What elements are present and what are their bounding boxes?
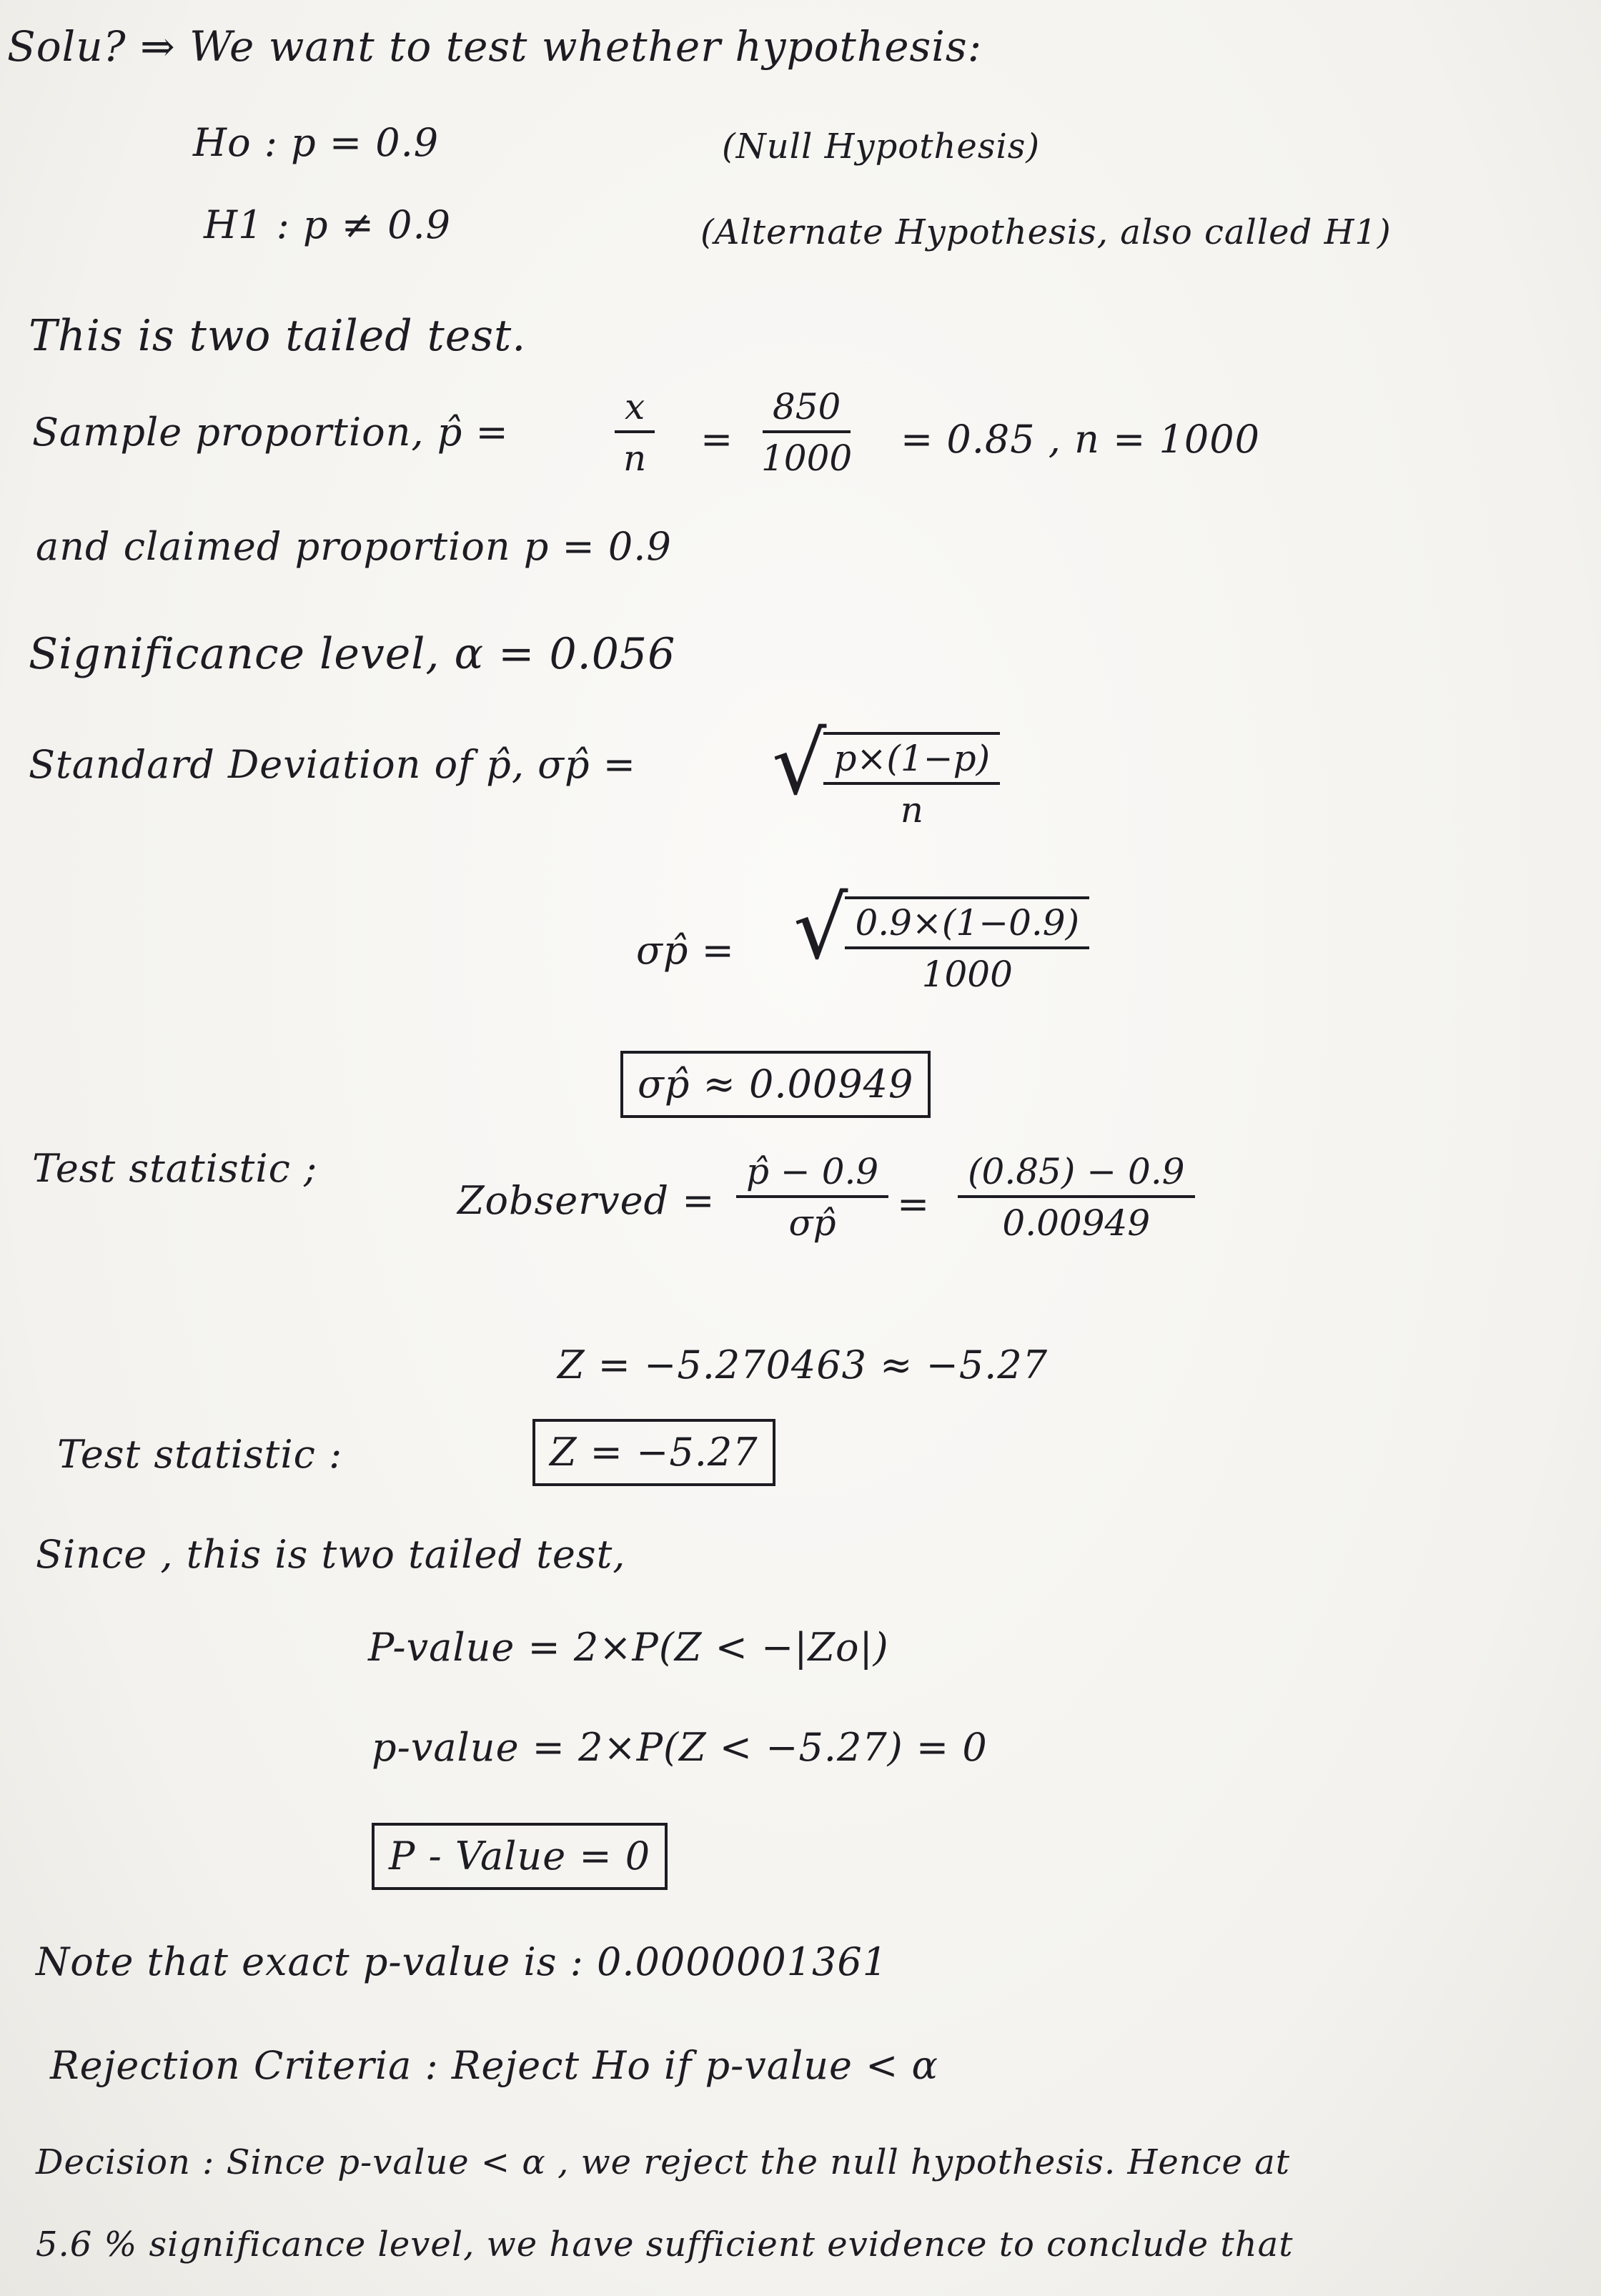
z-formula-fraction — [736, 1151, 888, 1244]
sd-formula-numerator: p×(1−p) — [823, 735, 1000, 785]
z-value-fraction — [958, 1151, 1195, 1244]
sample-proportion-label: Sample proportion, p̂ = — [32, 410, 509, 455]
z-value-numerator: (0.85) − 0.9 — [958, 1151, 1195, 1198]
z-value-line: Z = −5.270463 ≈ −5.27 — [557, 1342, 1049, 1387]
sample-fraction-symbolic — [615, 386, 655, 479]
sd-computation-numerator: 0.9×(1−0.9) — [845, 899, 1089, 949]
test-statistic-label-2: Test statistic : — [57, 1432, 343, 1477]
sd-computation-root — [793, 879, 1089, 995]
pvalue-result-box: P - Value = 0 — [372, 1823, 668, 1890]
sample-fraction-numerator: x — [615, 386, 655, 433]
z-observed-label: Zobserved = — [457, 1178, 715, 1223]
significance-line: Significance level, α = 0.056 — [29, 629, 676, 679]
pvalue-calculation: p-value = 2×P(Z < −5.27) = 0 — [372, 1725, 988, 1770]
sd-formula-root — [772, 715, 1000, 831]
z-result-box: Z = −5.27 — [532, 1419, 775, 1486]
sd-computation-label: σp̂ = — [636, 928, 735, 973]
standard-deviation-label: Standard Deviation of p̂, σp̂ = — [29, 742, 637, 787]
null-hypothesis: Ho : p = 0.9 — [193, 120, 440, 165]
note-line: Note that exact p-value is : 0.0000001361 — [36, 1939, 888, 1984]
sample-equals: = — [700, 417, 734, 462]
z-formula-denominator: σp̂ — [788, 1202, 836, 1244]
sd-computation-denominator: 1000 — [921, 954, 1013, 995]
sample-value-numerator: 850 — [763, 386, 851, 433]
sample-value-denominator: 1000 — [761, 437, 853, 479]
conclusion-line: 5.6 % significance level, we have sufficient evidence to conclude that — [36, 2225, 1294, 2265]
pvalue-formula: P-value = 2×P(Z < −|Zo|) — [368, 1625, 889, 1670]
two-tailed-line: This is two tailed test. — [29, 311, 527, 361]
alternate-hypothesis-note: (Alternate Hypothesis, also called H1) — [700, 212, 1392, 252]
sd-result-box: σp̂ ≈ 0.00949 — [620, 1051, 931, 1118]
alternate-hypothesis: H1 : p ≠ 0.9 — [204, 202, 451, 247]
sqrt-icon: √ — [772, 715, 827, 814]
z-value-denominator: 0.00949 — [1002, 1202, 1151, 1244]
rejection-line: Rejection Criteria : Reject Ho if p-value < α — [50, 2043, 939, 2088]
sample-result: = 0.85 , n = 1000 — [901, 417, 1260, 462]
sqrt-icon: √ — [793, 879, 848, 979]
decision-line: Decision : Since p-value < α , we reject the null hypothesis. Hence at — [36, 2142, 1291, 2182]
since-line: Since , this is two tailed test, — [36, 1532, 626, 1577]
sd-formula-denominator: n — [900, 789, 923, 831]
test-statistic-label: Test statistic ; — [32, 1146, 318, 1191]
null-hypothesis-note: (Null Hypothesis) — [722, 127, 1041, 167]
z-formula-numerator: p̂ − 0.9 — [736, 1151, 888, 1198]
intro-line: Solu? ⇒ We want to test whether hypothesis: — [7, 22, 983, 71]
z-formula-equals: = — [897, 1182, 931, 1227]
sample-fraction-values — [761, 386, 852, 479]
sample-fraction-denominator: n — [623, 437, 647, 479]
claimed-proportion-line: and claimed proportion p = 0.9 — [36, 524, 672, 569]
